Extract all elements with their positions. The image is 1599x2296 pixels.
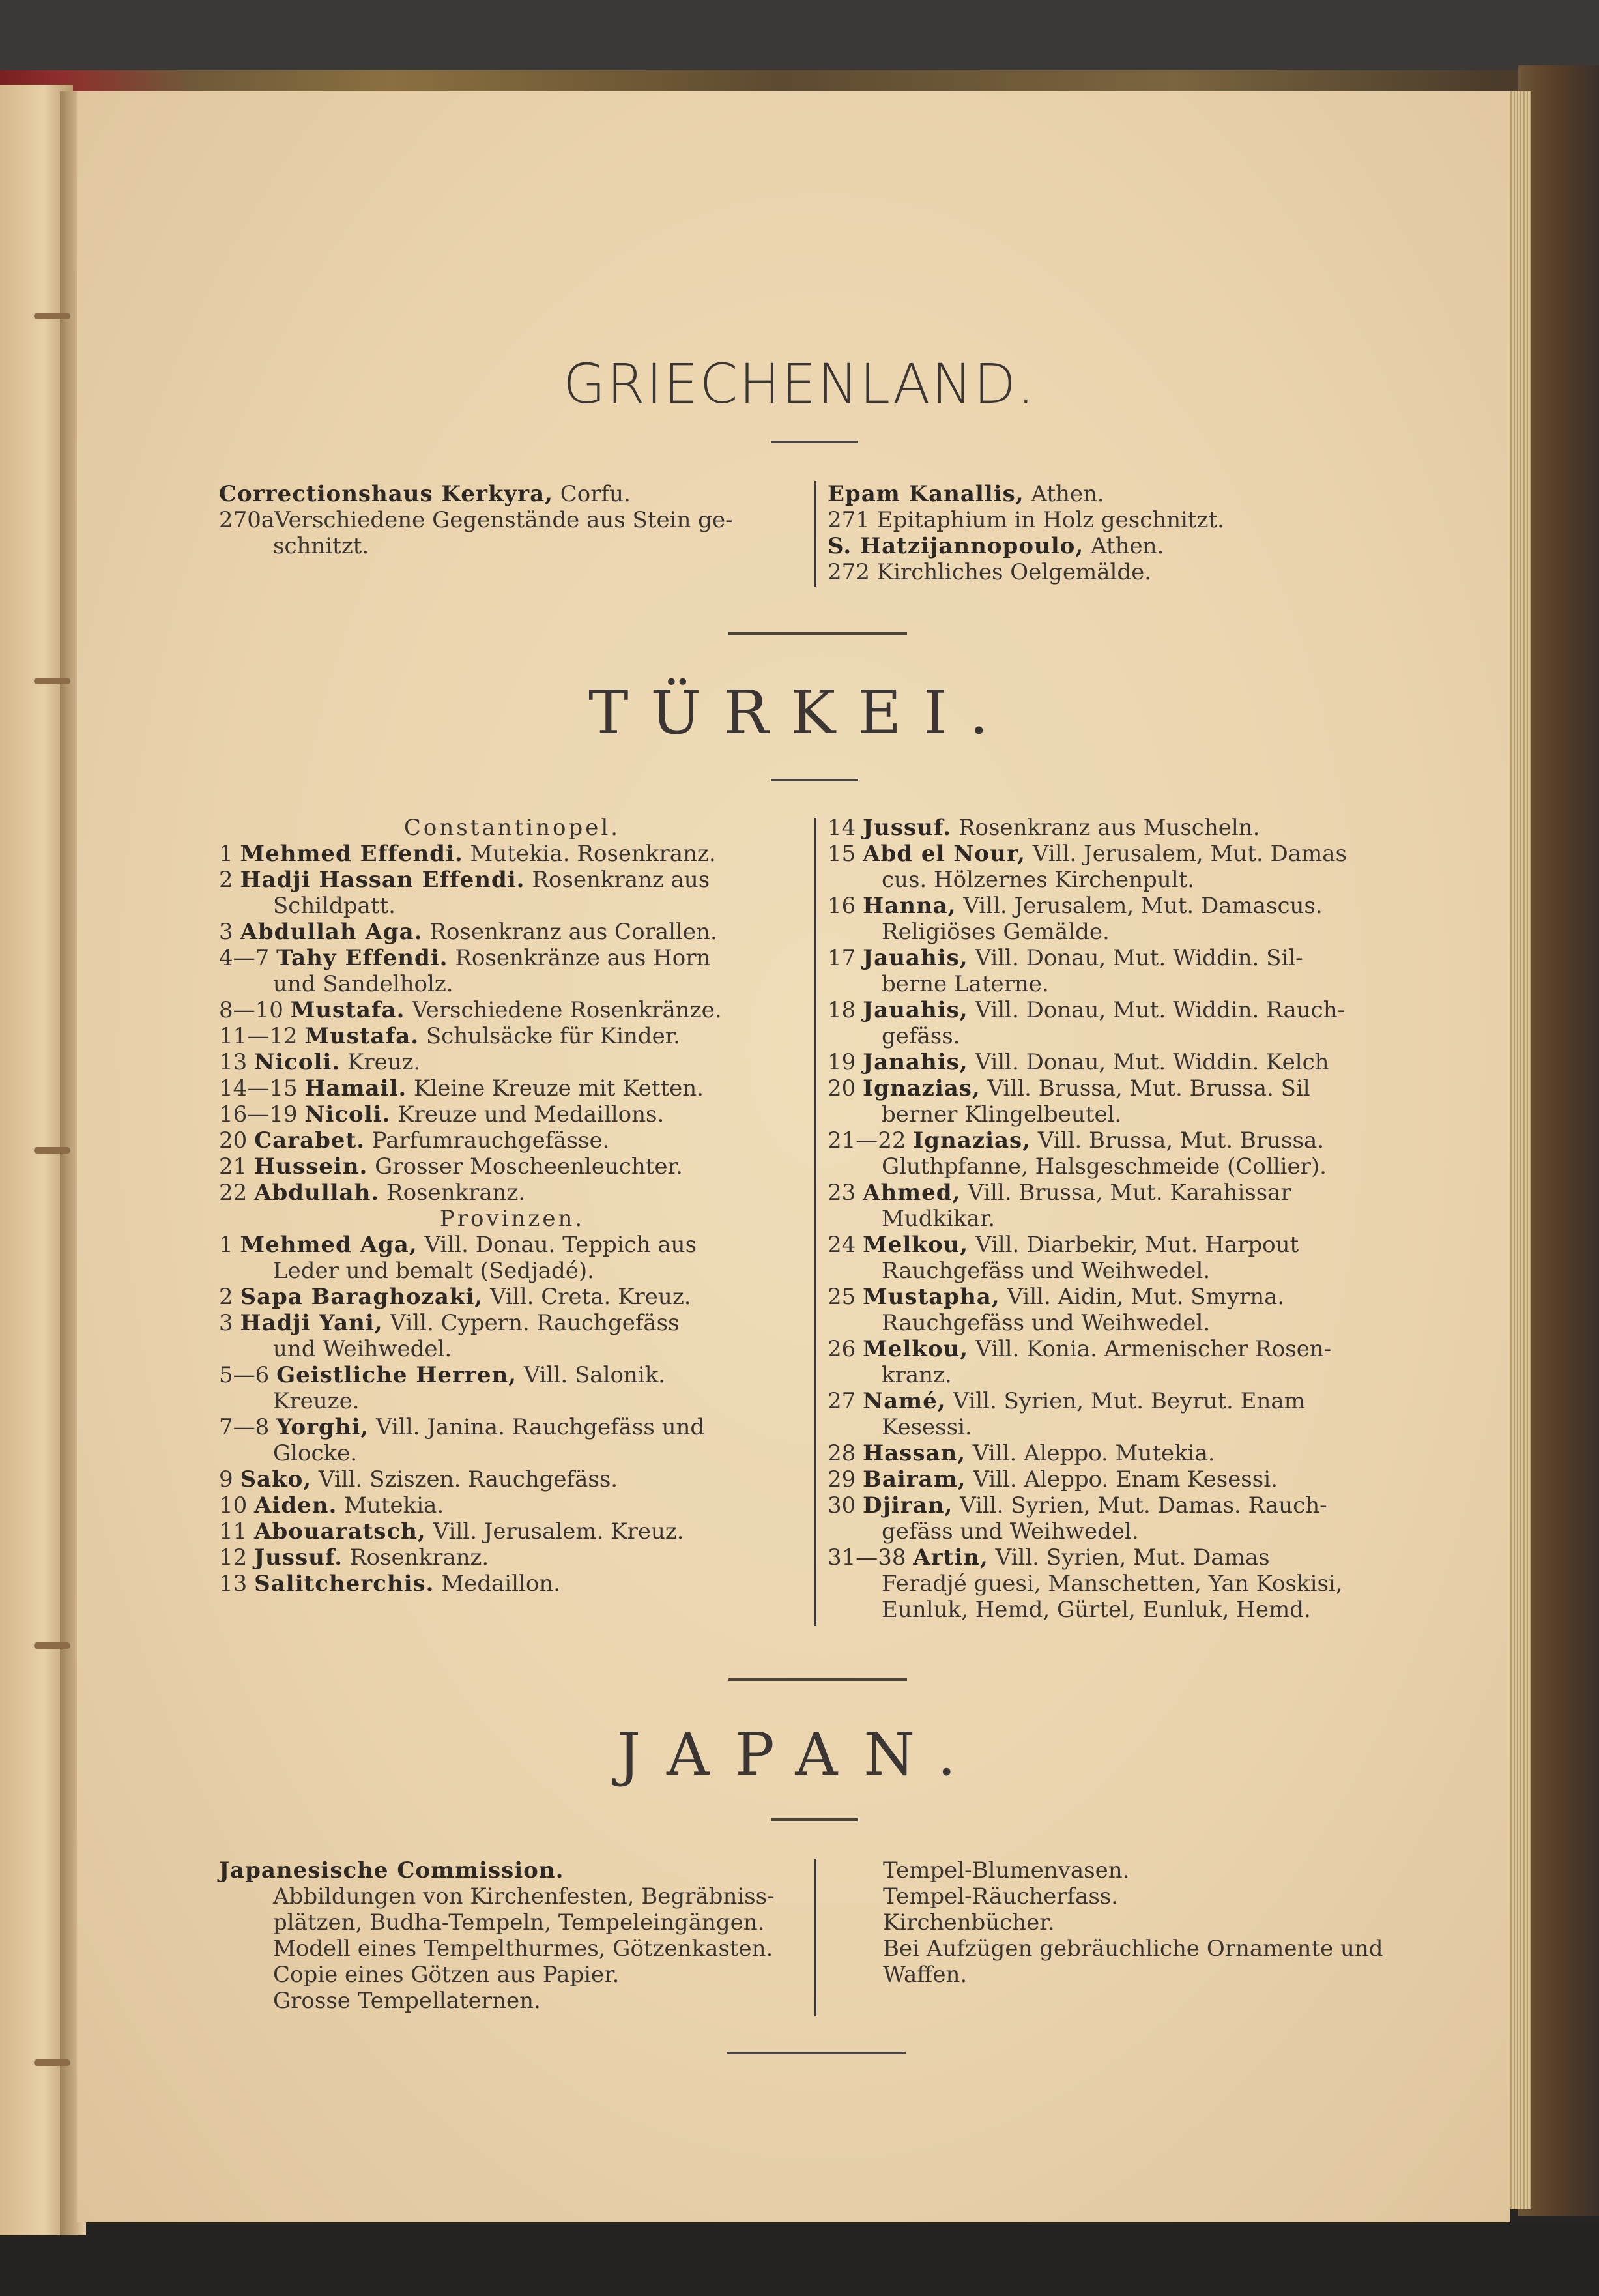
entry-number: 12: [219, 1545, 255, 1571]
catalogue-entry: [219, 841, 805, 867]
entry-text: Athen.: [1084, 533, 1164, 559]
entry-text: Athen.: [1024, 481, 1104, 507]
book-cover-top: [0, 0, 1599, 78]
entry-continuation: Mudkikar.: [882, 1206, 996, 1232]
entry-text: 270aVerschiedene Gegenstände aus Stein ge-: [219, 507, 733, 533]
entry-number: 2: [219, 867, 240, 893]
entry-text: Rosenkränze aus Horn: [448, 945, 711, 971]
turkei-left-column: [219, 815, 805, 1597]
catalogue-entry: [883, 1857, 1469, 1883]
entry-text: Rosenkranz aus: [525, 867, 710, 893]
entry-text: Kreuze und Medaillons.: [390, 1101, 665, 1127]
entry-number: 29: [828, 1466, 863, 1492]
catalogue-entry: [828, 1232, 1427, 1258]
entry-number: 10: [219, 1492, 255, 1519]
entry-text: Vill. Sziszen. Rauchgefäss.: [311, 1466, 618, 1492]
catalogue-entry: [828, 893, 1427, 919]
catalogue-entry: [883, 1936, 1469, 1962]
exhibitor-name: Hadji Hassan Effendi.: [240, 867, 525, 893]
entry-number: 11: [219, 1519, 255, 1545]
catalogue-entry: [219, 481, 805, 507]
entry-continuation: plätzen, Budha-Tempeln, Tempeleingängen.: [273, 1910, 765, 1936]
catalogue-entry: [219, 1414, 805, 1440]
entry-text: Rosenkranz.: [343, 1545, 489, 1571]
entry-text: Grosser Moscheenleuchter.: [367, 1154, 683, 1180]
exhibitor-name: Hanna,: [863, 893, 957, 919]
entry-number: 1: [219, 1232, 240, 1258]
catalogue-entry: [828, 815, 1427, 841]
catalogue-entry: [828, 997, 1427, 1023]
entry-text: Vill. Aidin, Mut. Smyrna.: [1000, 1284, 1285, 1310]
entry-text: Corfu.: [553, 481, 631, 507]
entry-text: Vill. Donau, Mut. Widdin. Rauch-: [968, 997, 1346, 1023]
exhibitor-name: Abdullah.: [254, 1180, 380, 1206]
catalogue-entry: [219, 1154, 805, 1180]
entry-text: Vill. Brussa, Mut. Karahissar: [960, 1180, 1291, 1206]
catalogue-entry: [219, 1284, 805, 1310]
title-rule: [771, 779, 858, 781]
entry-text: Vill. Janina. Rauchgefäss und: [369, 1414, 705, 1440]
exhibitor-name: Mustafa.: [290, 997, 405, 1023]
entry-continuation: Religiöses Gemälde.: [882, 919, 1110, 945]
exhibitor-name: Abd el Nour,: [863, 841, 1026, 867]
entry-text: Vill. Cypern. Rauchgefäss: [382, 1310, 680, 1336]
entry-text: Vill. Konia. Armenischer Rosen-: [968, 1336, 1332, 1362]
entry-text: Vill. Aleppo. Enam Kesessi.: [966, 1466, 1278, 1492]
catalogue-entry: [828, 507, 1427, 533]
entry-text: Rosenkranz.: [379, 1180, 526, 1206]
griechenland-right-column: [828, 481, 1427, 585]
entry-text: Waffen.: [883, 1962, 968, 1988]
catalogue-entry: [828, 1284, 1427, 1310]
entry-text: Mutekia.: [337, 1492, 444, 1519]
exhibitor-name: Melkou,: [863, 1232, 969, 1258]
entry-number: 9: [219, 1466, 240, 1492]
entry-text: Tempel-Räucherfass.: [883, 1883, 1119, 1910]
catalogue-entry: [219, 1857, 805, 1883]
exhibitor-name: Abdullah Aga.: [240, 919, 423, 945]
entry-text: Medaillon.: [434, 1571, 561, 1597]
entry-number: 30: [828, 1492, 863, 1519]
entry-continuation: kranz.: [882, 1362, 952, 1388]
exhibitor-name: Jauahis,: [863, 945, 968, 971]
catalogue-entry: [219, 1545, 805, 1571]
catalogue-entry: [828, 533, 1427, 559]
entry-continuation: Grosse Tempellaternen.: [273, 1988, 541, 2014]
entry-text: Kleine Kreuze mit Ketten.: [407, 1075, 704, 1101]
entry-text: Vill. Creta. Kreuz.: [483, 1284, 691, 1310]
entry-text: Vill. Syrien, Mut. Damas: [988, 1545, 1270, 1571]
exhibitor-name: Nicoli.: [254, 1049, 341, 1075]
catalogue-entry: [219, 507, 805, 533]
entry-continuation: cus. Hölzernes Kirchenpult.: [882, 867, 1195, 893]
exhibitor-name: Geistliche Herren,: [276, 1362, 517, 1388]
exhibitor-name: Ignazias,: [913, 1127, 1031, 1154]
catalogue-entry: [828, 1440, 1427, 1466]
griechenland-left-column: [219, 481, 805, 559]
catalogue-entry: [219, 1232, 805, 1258]
catalogue-entry: [219, 919, 805, 945]
entry-number: 24: [828, 1232, 863, 1258]
entry-number: 14—15: [219, 1075, 305, 1101]
entry-text: Bei Aufzügen gebräuchliche Ornamente und: [883, 1936, 1383, 1962]
exhibitor-name: Epam Kanallis,: [828, 481, 1024, 507]
entry-continuation: Feradjé guesi, Manschetten, Yan Koskisi,: [882, 1571, 1343, 1597]
catalogue-entry: [828, 1336, 1427, 1362]
entry-text: Vill. Syrien, Mut. Damas. Rauch-: [953, 1492, 1327, 1519]
exhibitor-name: Ahmed,: [863, 1180, 961, 1206]
entry-text: Schulsäcke für Kinder.: [419, 1023, 681, 1049]
entry-number: 5—6: [219, 1362, 277, 1388]
entry-continuation: berne Laterne.: [882, 971, 1049, 997]
entry-text: schnitzt.: [273, 533, 369, 559]
catalogue-entry: [219, 1362, 805, 1388]
entry-number: 13: [219, 1571, 255, 1597]
turkei-right-column: [828, 815, 1427, 1623]
binding-stitch: [34, 313, 70, 319]
column-divider: [814, 481, 816, 587]
exhibitor-name: Jussuf.: [254, 1545, 343, 1571]
exhibitor-name: Carabet.: [254, 1127, 366, 1154]
entry-text: Vill. Donau. Teppich aus: [417, 1232, 697, 1258]
entry-text: Vill. Donau, Mut. Widdin. Kelch: [968, 1049, 1329, 1075]
exhibitor-name: Hamail.: [304, 1075, 407, 1101]
catalogue-entry: [219, 1127, 805, 1154]
entry-text: Vill. Donau, Mut. Widdin. Sil-: [968, 945, 1303, 971]
title-rule: [771, 1818, 858, 1821]
exhibitor-name: Melkou,: [863, 1336, 969, 1362]
entry-number: 20: [828, 1075, 863, 1101]
catalogue-entry: [219, 945, 805, 971]
catalogue-entry: [828, 1545, 1427, 1571]
exhibitor-name: Mehmed Effendi.: [240, 841, 463, 867]
exhibitor-name: Aiden.: [254, 1492, 338, 1519]
catalogue-entry: [219, 1519, 805, 1545]
entry-text: Parfumrauchgefässe.: [365, 1127, 610, 1154]
entry-number: 11—12: [219, 1023, 305, 1049]
entry-number: 3: [219, 1310, 240, 1336]
entry-text: Vill. Aleppo. Mutekia.: [966, 1440, 1215, 1466]
entry-number: 27: [828, 1388, 863, 1414]
entry-text: Vill. Brussa, Mut. Brussa.: [1031, 1127, 1325, 1154]
entry-continuation: Schildpatt.: [273, 893, 396, 919]
entry-continuation: Leder und bemalt (Sedjadé).: [273, 1258, 594, 1284]
entry-text: Vill. Jerusalem. Kreuz.: [425, 1519, 684, 1545]
entry-number: 18: [828, 997, 863, 1023]
entry-number: 16—19: [219, 1101, 305, 1127]
catalogue-entry: [828, 1466, 1427, 1492]
column-divider: [814, 1859, 816, 2016]
exhibitor-name: Tahy Effendi.: [276, 945, 448, 971]
catalogue-entry: [828, 1388, 1427, 1414]
catalogue-entry: [219, 1310, 805, 1336]
entry-number: 4—7: [219, 945, 277, 971]
entry-text: Vill. Jerusalem, Mut. Damas: [1025, 841, 1347, 867]
entry-continuation: Kesessi.: [882, 1414, 972, 1440]
entry-text: Verschiedene Rosenkränze.: [405, 997, 722, 1023]
catalogue-entry: [828, 559, 1427, 585]
catalogue-entry: [828, 945, 1427, 971]
entry-continuation: Eunluk, Hemd, Gürtel, Eunluk, Hemd.: [882, 1597, 1311, 1623]
japan-left-column: [219, 1857, 805, 2014]
subheading: Constantinopel.: [403, 815, 621, 841]
binding-stitch: [34, 1642, 70, 1649]
entry-text: Vill. Salonik.: [517, 1362, 666, 1388]
exhibitor-name: Namé,: [863, 1388, 946, 1414]
entry-continuation: und Weihwedel.: [273, 1336, 452, 1362]
entry-number: 26: [828, 1336, 863, 1362]
exhibitor-name: Hadji Yani,: [240, 1310, 383, 1336]
exhibitor-name: Mustapha,: [863, 1284, 1000, 1310]
title-rule: [771, 441, 858, 443]
book-cover-bottom: [0, 2222, 1599, 2296]
entry-number: 28: [828, 1440, 863, 1466]
section-title-japan: JAPAN.: [617, 1721, 982, 1789]
exhibitor-name: Japanesische Commission.: [219, 1857, 564, 1883]
exhibitor-name: Bairam,: [863, 1466, 966, 1492]
catalogue-entry: [219, 867, 805, 893]
entry-text: Mutekia. Rosenkranz.: [463, 841, 716, 867]
entry-text: Tempel-Blumenvasen.: [883, 1857, 1130, 1883]
entry-number: 2: [219, 1284, 240, 1310]
section-title-turkei: TÜRKEI.: [588, 678, 1011, 748]
catalogue-entry: [828, 1180, 1427, 1206]
entry-text: Vill. Jerusalem, Mut. Damascus.: [956, 893, 1323, 919]
entry-number: 17: [828, 945, 863, 971]
catalogue-entry: [219, 1101, 805, 1127]
entry-number: 19: [828, 1049, 863, 1075]
catalogue-entry: [828, 841, 1427, 867]
entry-continuation: Gluthpfanne, Halsgeschmeide (Collier).: [882, 1154, 1327, 1180]
entry-continuation: Modell eines Tempelthurmes, Götzenkasten.: [273, 1936, 773, 1962]
subheading: Provinzen.: [439, 1206, 585, 1232]
entry-number: 21—22: [828, 1127, 914, 1154]
entry-text: Kirchenbücher.: [883, 1910, 1055, 1936]
entry-text: Rosenkranz aus Corallen.: [422, 919, 717, 945]
exhibitor-name: Jauahis,: [863, 997, 968, 1023]
japan-right-column: [883, 1857, 1469, 1988]
catalogue-entry: [828, 1492, 1427, 1519]
catalogue-entry: [219, 1075, 805, 1101]
catalogue-entry: [883, 1910, 1469, 1936]
catalogue-entry: [219, 1492, 805, 1519]
catalogue-entry: [219, 1023, 805, 1049]
exhibitor-name: Mehmed Aga,: [240, 1232, 418, 1258]
exhibitor-name: Jussuf.: [863, 815, 952, 841]
catalogue-entry: [883, 1962, 1469, 1988]
catalogue-entry: [883, 1883, 1469, 1910]
catalogue-entry: [828, 481, 1427, 507]
entry-text: Kreuz.: [340, 1049, 421, 1075]
exhibitor-name: Sako,: [240, 1466, 312, 1492]
exhibitor-name: Artin,: [913, 1545, 988, 1571]
entry-number: 8—10: [219, 997, 291, 1023]
entry-number: 23: [828, 1180, 863, 1206]
entry-number: 7—8: [219, 1414, 277, 1440]
exhibitor-name: Mustafa.: [304, 1023, 420, 1049]
catalogue-entry: [219, 997, 805, 1023]
entry-text: Vill. Brussa, Mut. Brussa. Sil: [980, 1075, 1310, 1101]
exhibitor-name: Hussein.: [254, 1154, 368, 1180]
entry-continuation: berner Klingelbeutel.: [882, 1101, 1122, 1127]
entry-continuation: Glocke.: [273, 1440, 358, 1466]
catalogue-entry: [219, 1466, 805, 1492]
entry-continuation: gefäss und Weihwedel.: [882, 1519, 1139, 1545]
catalogue-entry: [828, 1127, 1427, 1154]
entry-continuation: Abbildungen von Kirchenfesten, Begräbniss-: [273, 1883, 775, 1910]
entry-text: 271 Epitaphium in Holz geschnitzt.: [828, 507, 1224, 533]
entry-continuation: Kreuze.: [273, 1388, 360, 1414]
entry-number: 13: [219, 1049, 255, 1075]
exhibitor-name: Hassan,: [863, 1440, 966, 1466]
exhibitor-name: Abouaratsch,: [254, 1519, 426, 1545]
column-divider: [814, 818, 816, 1626]
entry-text: Rosenkranz aus Muscheln.: [951, 815, 1260, 841]
exhibitor-name: Correctionshaus Kerkyra,: [219, 481, 553, 507]
entry-number: 31—38: [828, 1545, 914, 1571]
entry-number: 21: [219, 1154, 255, 1180]
exhibitor-name: Nicoli.: [304, 1101, 391, 1127]
entry-continuation: Copie eines Götzen aus Papier.: [273, 1962, 620, 1988]
exhibitor-name: Sapa Baraghozaki,: [240, 1284, 483, 1310]
exhibitor-name: S. Hatzijannopoulo,: [828, 533, 1084, 559]
entry-number: 14: [828, 815, 863, 841]
entry-number: 15: [828, 841, 863, 867]
section-rule: [728, 632, 907, 635]
entry-text: Vill. Syrien, Mut. Beyrut. Enam: [945, 1388, 1305, 1414]
catalogue-entry: [219, 1571, 805, 1597]
exhibitor-name: Yorghi,: [276, 1414, 369, 1440]
entry-continuation: und Sandelholz.: [273, 971, 454, 997]
exhibitor-name: Janahis,: [863, 1049, 968, 1075]
catalogue-entry: [828, 1075, 1427, 1101]
section-rule: [727, 2052, 906, 2054]
exhibitor-name: Salitcherchis.: [254, 1571, 435, 1597]
entry-continuation: Rauchgefäss und Weihwedel.: [882, 1310, 1211, 1336]
entry-number: 1: [219, 841, 240, 867]
entry-text: 272 Kirchliches Oelgemälde.: [828, 559, 1152, 585]
entry-number: 25: [828, 1284, 863, 1310]
entry-number: 22: [219, 1180, 255, 1206]
entry-text: Vill. Diarbekir, Mut. Harpout: [968, 1232, 1299, 1258]
binding-stitch: [34, 2059, 70, 2066]
section-title-griechenland: GRIECHENLAND.: [563, 352, 1036, 416]
catalogue-entry: [219, 1049, 805, 1075]
exhibitor-name: Djiran,: [863, 1492, 953, 1519]
entry-number: 3: [219, 919, 240, 945]
entry-continuation: gefäss.: [882, 1023, 960, 1049]
catalogue-entry: [219, 1180, 805, 1206]
entry-continuation: Rauchgefäss und Weihwedel.: [882, 1258, 1211, 1284]
entry-number: 16: [828, 893, 863, 919]
section-rule: [728, 1678, 907, 1681]
catalogue-entry: [828, 1049, 1427, 1075]
catalogue-entry: [219, 533, 805, 559]
exhibitor-name: Ignazias,: [863, 1075, 981, 1101]
entry-number: 20: [219, 1127, 255, 1154]
binding-stitch: [34, 1147, 70, 1154]
